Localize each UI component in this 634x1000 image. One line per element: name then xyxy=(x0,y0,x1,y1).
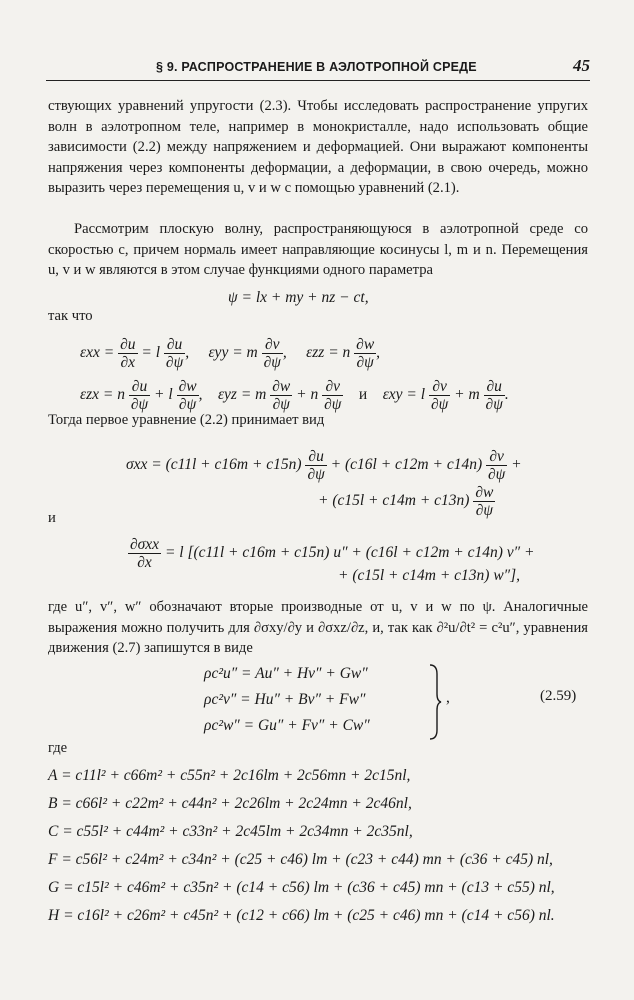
paragraph-1: ствующих уравнений упругости (2.3). Чтобы исследовать распространение упругих волн в аэлотропном теле, например в монокристалле, надо использовать общие зависимости (2.2) между напряжением и деформацией. Они выражают компоненты напряжения через компоненты деформации, а деформации, в свою очередь, можно выразить через перемещения u, v и w с помощью уравнений (2.1). xyxy=(48,98,588,197)
coef-H: H = c16l² + c26m² + c45n² + (c12 + c66) lm + (c25 + c46) mn + (c14 + c56) nl. xyxy=(48,907,555,924)
motion-eq-3: ρc²w″ = Gu″ + Fv″ + Cw″ xyxy=(204,717,370,734)
dsigma-line-1: = l [(c11l + c16m + c15n) u″ + (c16l + c12m + c14n) v″ + xyxy=(164,544,535,562)
fraction-dsxx-dx: $\frac{\text{∂σxx}}{\partial x}$ xyxy=(130,536,160,571)
fraction-du-dx: $\frac{\partial u}{\partial x}$ xyxy=(120,336,136,371)
coef-C: C = c55l² + c44m² + c33n² + 2c45lm + 2c34mn + 2c35nl, xyxy=(48,823,413,840)
eps-xx-mid: = l xyxy=(141,344,161,362)
eps-zx-plus: + l xyxy=(154,386,173,404)
sigma-line-1-plus: + xyxy=(511,456,522,474)
eps-yz: εyz = m xyxy=(217,386,267,404)
eps-xy-plus: + m xyxy=(454,386,480,404)
eps-zx: εzx = n xyxy=(80,386,125,404)
motion-eq-1: ρc²u″ = Au″ + Hv″ + Gw″ xyxy=(204,665,368,682)
motion-comma: , xyxy=(446,689,450,706)
sigma-line-2: + (c15l + c14m + c13n) xyxy=(318,492,470,510)
running-title: § 9. РАСПРОСТРАНЕНИЕ В АЭЛОТРОПНОЙ СРЕДЕ xyxy=(156,60,477,74)
strain-row-2: εzx = n $\frac{\partial u}{\partial\psi}$ + l $\frac{\partial w}{\partial\psi}$ , εyz = m $\frac{\partial w}{\partial\psi}$ + n $\frac{\partial v}{\partial\psi}$ и εxy = l $\frac{\partial v}{\partial\psi}$ + m $\frac{\partial u}{\partial\psi}$ . xyxy=(80,378,509,413)
strain-row-1: εxx = $\frac{\partial u}{\partial x}$ = l $\frac{\partial u}{\partial\psi}$ , εyy = m $\frac{\partial v}{\partial\psi}$ , εzz = n $\frac{\partial w}{\partial\psi}$ , xyxy=(80,336,381,371)
motion-eq-2: ρc²v″ = Hu″ + Bv″ + Fw″ xyxy=(204,691,366,708)
paragraph-3: где u″, v″, w″ обозначают вторые производные от u, v и w по ψ. Аналогичные выражения можно получить для ∂σxy/∂y и ∂σxz/∂z, и, так как ∂²u/∂t² = c²u″, уравнения движения (2.7) запишутся в виде xyxy=(48,599,588,657)
fraction-du-dpsi: $\frac{\partial u}{\partial\psi}$ xyxy=(165,336,184,371)
fraction-dv-dpsi-4: $\frac{\partial v}{\partial\psi}$ xyxy=(487,448,506,483)
coef-G: G = c15l² + c46m² + c35n² + (c14 + c56) lm + (c36 + c45) mn + (c13 + c55) nl, xyxy=(48,879,555,896)
page-number: 45 xyxy=(573,56,590,75)
sigma-line-1: σxx = (c11l + c16m + c15n) xyxy=(126,456,302,474)
fraction-du-dpsi-2: $\frac{\partial u}{\partial\psi}$ xyxy=(130,378,149,413)
text-gde: где xyxy=(48,740,68,756)
fraction-dw-dpsi-3: $\frac{\partial w}{\partial\psi}$ xyxy=(272,378,291,413)
equation-number: (2.59) xyxy=(540,688,577,704)
coef-A: A = c11l² + c66m² + c55n² + 2c16lm + 2c56mn + 2c15nl, xyxy=(48,767,411,784)
text-tak-chto: так что xyxy=(48,308,93,324)
paragraph-2: Рассмотрим плоскую волну, распространяющуюся в аэлотропной среде со скоростью c, причем нормаль имеет направляющие косинусы l, m и n. Перемещения u, v и w являются в этом случае функциями одного параметра xyxy=(48,221,588,279)
running-header xyxy=(46,58,590,81)
eps-zz: εzz = n xyxy=(306,344,351,362)
sigma-xx-row-2 xyxy=(318,484,495,519)
coef-B: B = c66l² + c22m² + c44n² + 2c26lm + 2c24mn + 2c46nl, xyxy=(48,795,412,812)
fraction-dw-dpsi: $\frac{\partial w}{\partial\psi}$ xyxy=(356,336,375,371)
fraction-dw-dpsi-2: $\frac{\partial w}{\partial\psi}$ xyxy=(178,378,197,413)
dsigma-line-2: + (c15l + c14m + c13n) w″], xyxy=(338,567,521,584)
fraction-dv-dpsi-2: $\frac{\partial v}{\partial\psi}$ xyxy=(324,378,342,413)
sigma-line-1b: + (c16l + c12m + c14n) xyxy=(330,456,483,474)
fraction-dv-dpsi-3: $\frac{\partial v}{\partial\psi}$ xyxy=(430,378,449,413)
coef-F: F = c56l² + c24m² + c34n² + (c25 + c46) lm + (c23 + c44) mn + (c36 + c45) nl, xyxy=(48,851,553,868)
eps-xx-lhs: εxx = xyxy=(80,344,115,362)
eps-xy: εxy = l xyxy=(382,386,426,404)
fraction-du-dpsi-3: $\frac{\partial u}{\partial\psi}$ xyxy=(485,378,503,413)
eps-yy: εyy = m xyxy=(208,344,258,362)
text-togda: Тогда первое уравнение (2.2) принимает вид xyxy=(48,412,325,428)
sigma-xx-row-1 xyxy=(126,448,522,483)
eps-yz-plus: + n xyxy=(296,386,319,404)
fraction-dw-dpsi-4: $\frac{\partial w}{\partial\psi}$ xyxy=(475,484,494,519)
text-and: и xyxy=(48,510,56,526)
fraction-du-dpsi-4: $\frac{\partial u}{\partial\psi}$ xyxy=(307,448,325,483)
fraction-dv-dpsi: $\frac{\partial v}{\partial\psi}$ xyxy=(263,336,281,371)
equation-psi: ψ = lx + my + nz − ct, xyxy=(228,289,369,306)
and-word: и xyxy=(358,386,368,404)
right-brace-icon xyxy=(428,664,442,740)
